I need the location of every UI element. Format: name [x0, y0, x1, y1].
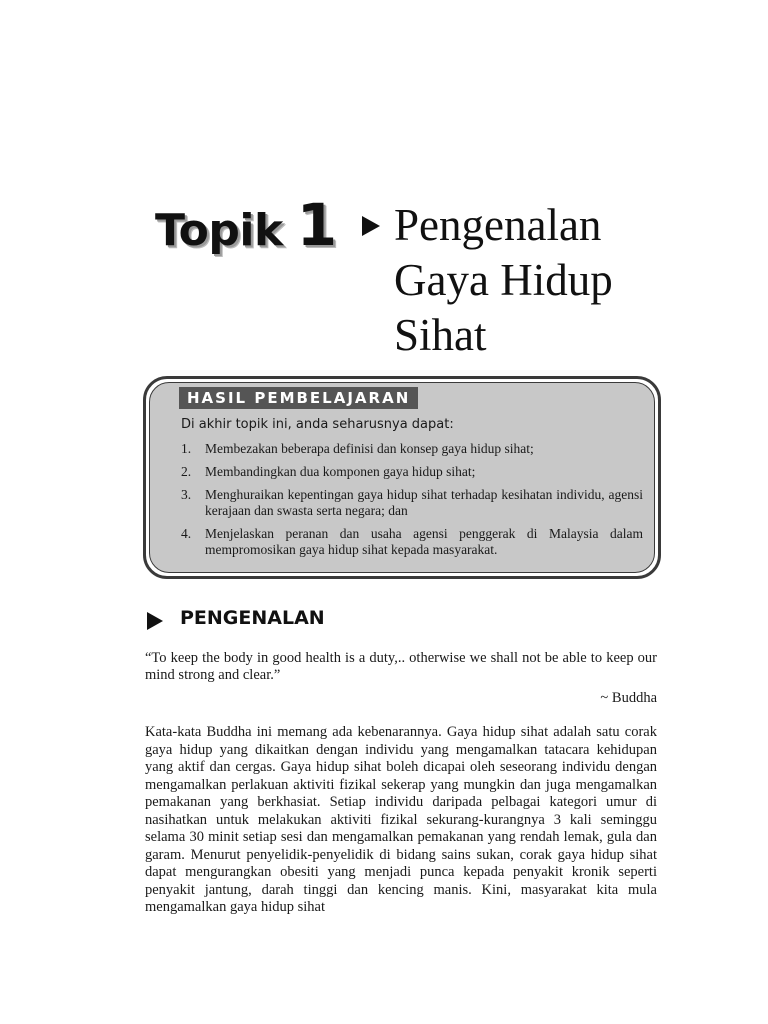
chapter-title-line-1: Pengenalan [394, 200, 602, 250]
quote-author: ~ Buddha [600, 690, 657, 706]
list-item-text: Membezakan beberapa definisi dan konsep gaya hidup sihat; [205, 441, 534, 456]
chapter-label-word: Topik [155, 205, 283, 256]
list-item [181, 526, 643, 558]
list-item-number: 4. [181, 526, 192, 541]
list-item-text: Menghuraikan kepentingan gaya hidup sihat terhadap kesihatan individu, agensi kerajaan dan swasta serta negara; dan [205, 487, 643, 518]
list-item-number: 2. [181, 464, 192, 479]
body-paragraph: Kata-kata Buddha ini memang ada kebenarannya. Gaya hidup sihat adalah satu corak gaya hidup yang dikaitkan dengan individu yang mengamalkan tatacara kehidupan yang aktif dan cergas. Gaya hidup sihat boleh dicapai oleh seseorang individu dengan mengamalkan perlakuan aktiviti fizikal sekerap yang mungkin dan juga mengamalkan pemakanan yang berkhasiat. Setiap individu daripada pelbagai kategori umur di nasihatkan untuk melakukan aktiviti fizikal sekurang-kurangnya 3 kali seminggu selama 30 minit setiap sesi dan mengamalkan pemakanan yang rendah lemak, gula dan garam. Menurut penyelidik-penyelidik di bidang sains sukan, corak gaya hidup sihat dapat mengurangkan obesiti yang menjadi punca kepada penyakit kronik seperti penyakit jantung, darah tinggi dan kencing manis. Kini, masyarakat kita mula mengamalkan gaya hidup sihat [145, 724, 657, 915]
list-item [181, 441, 643, 457]
chapter-number: 1 [296, 191, 338, 259]
learning-outcomes-panel [149, 382, 655, 573]
list-item-number: 3. [181, 487, 192, 502]
quote-text: “To keep the body in good health is a duty,.. otherwise we shall not be able to keep our mind strong and clear.” [145, 650, 657, 683]
list-item-text: Menjelaskan peranan dan usaha agensi penggerak di Malaysia dalam mempromosikan gaya hidup sihat kepada masyarakat. [205, 526, 643, 557]
list-item-number: 1. [181, 441, 192, 456]
chapter-title [394, 198, 613, 363]
list-item-text: Membandingkan dua komponen gaya hidup sihat; [205, 464, 476, 479]
learning-outcomes-list [181, 441, 643, 565]
section-arrow-icon [147, 612, 163, 630]
learning-outcomes-intro: Di akhir topik ini, anda seharusnya dapat: [181, 417, 454, 432]
list-item [181, 487, 643, 519]
learning-outcomes-header: HASIL PEMBELAJARAN [179, 387, 418, 409]
learning-outcomes-box [143, 376, 661, 579]
chapter-label [155, 191, 338, 259]
list-item [181, 464, 643, 480]
chapter-title-line-2: Gaya Hidup [394, 255, 613, 305]
play-arrow-icon [362, 216, 380, 236]
section-heading: PENGENALAN [180, 607, 325, 629]
chapter-title-line-3: Sihat [394, 310, 487, 360]
